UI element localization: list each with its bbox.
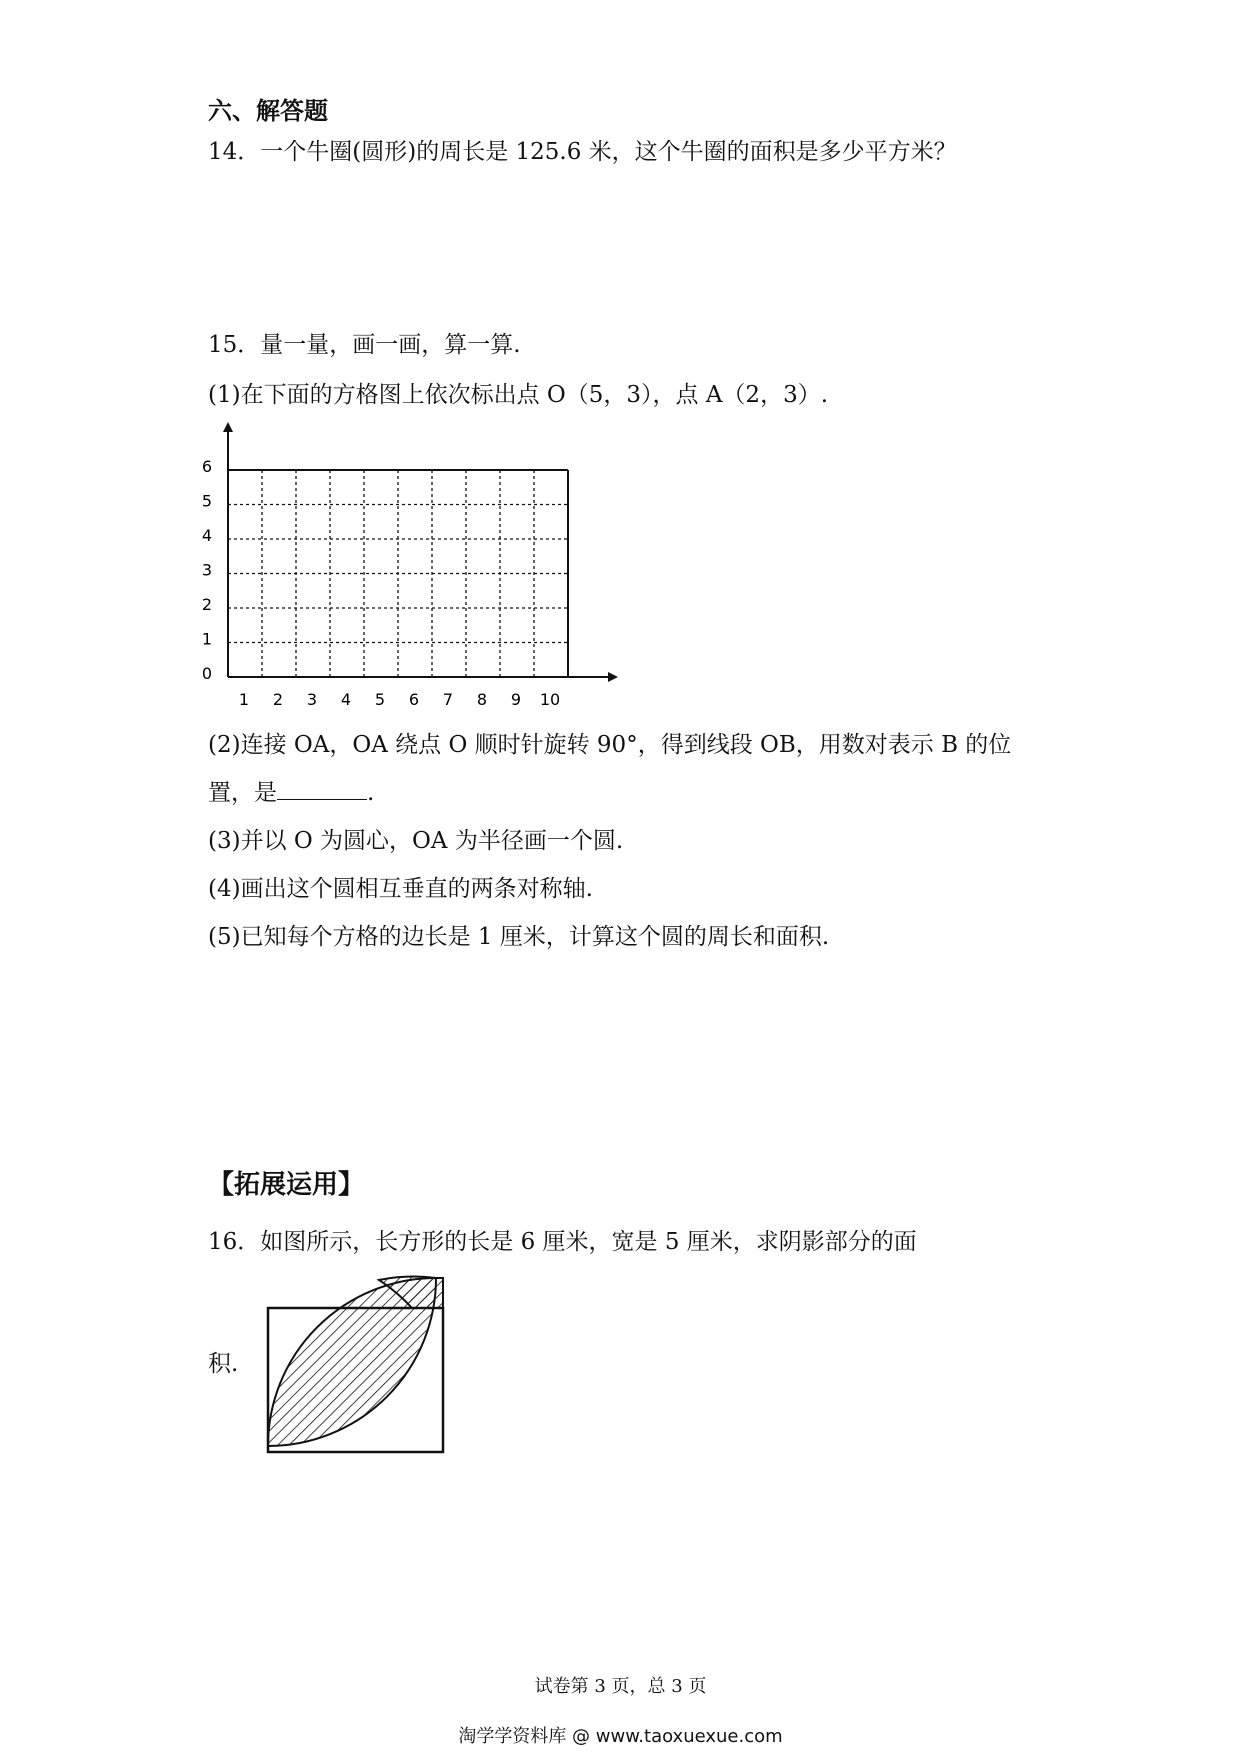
grid-lines: [228, 470, 568, 677]
section-title: 六、解答题: [208, 97, 328, 125]
x-tick-label: 6: [408, 690, 420, 709]
question-14: 14．一个牛圈(圆形)的周长是 125.6 米，这个牛圈的面积是多少平方米？: [208, 139, 957, 165]
y-tick-label: 4: [201, 526, 212, 545]
answer-blank[interactable]: [277, 779, 367, 800]
coordinate-grid: [190, 420, 630, 710]
y-tick-label: 5: [201, 491, 212, 511]
x-tick-label: 3: [306, 690, 318, 709]
x-tick-label: 4: [340, 690, 352, 709]
extension-title: 【拓展运用】: [208, 1170, 365, 1200]
part-2-answer-suffix: .: [367, 780, 375, 806]
question-15-part-5: (5)已知每个方格的边长是 1 厘米，计算这个圆的周长和面积.: [208, 924, 830, 950]
question-15-part-1: (1)在下面的方格图上依次标出点 O（5，3），点 A（2，3）.: [208, 382, 829, 408]
question-15-stem: 15．量一量，画一画，算一算.: [208, 332, 521, 358]
x-tick-label: 10: [539, 690, 561, 709]
question-16-line-2: 积.: [208, 1351, 239, 1377]
y-tick-label: 2: [201, 595, 212, 614]
y-tick-labels: [202, 457, 212, 683]
question-15-part-3: (3)并以 O 为圆心，OA 为半径画一个圆.: [208, 828, 624, 854]
y-tick-label: 3: [201, 560, 212, 580]
question-15-part-2-line-2: [208, 778, 374, 808]
y-tick-label: 6: [201, 457, 212, 476]
x-tick-label: 8: [476, 690, 488, 709]
question-15-part-4: (4)画出这个圆相互垂直的两条对称轴.: [208, 876, 593, 902]
page-footer: 试卷第 3 页，总 3 页: [534, 1676, 707, 1697]
y-tick-label: 0: [201, 664, 212, 683]
watermark-text: 淘学学资料库 @ www.taoxuexue.com: [458, 1726, 783, 1747]
x-tick-label: 9: [510, 690, 522, 709]
question-16-line-1: 16．如图所示，长方形的长是 6 厘米，宽是 5 厘米，求阴影部分的面: [208, 1229, 917, 1255]
question-15-part-2-line-1: (2)连接 OA，OA 绕点 O 顺时针旋转 90°，得到线段 OB，用数对表示 B 的位: [208, 732, 1012, 758]
shaded-rectangle-figure: [260, 1270, 460, 1470]
x-tick-label: 5: [374, 690, 386, 709]
y-tick-label: 1: [201, 629, 212, 649]
x-tick-label: 2: [272, 690, 284, 709]
part-2-answer-prefix: 置，是: [208, 780, 277, 806]
y-axis-arrow: [223, 422, 233, 432]
x-axis-arrow: [608, 672, 618, 682]
x-tick-label: 1: [238, 690, 250, 709]
x-tick-labels: [239, 690, 560, 709]
x-tick-label: 7: [442, 690, 454, 709]
